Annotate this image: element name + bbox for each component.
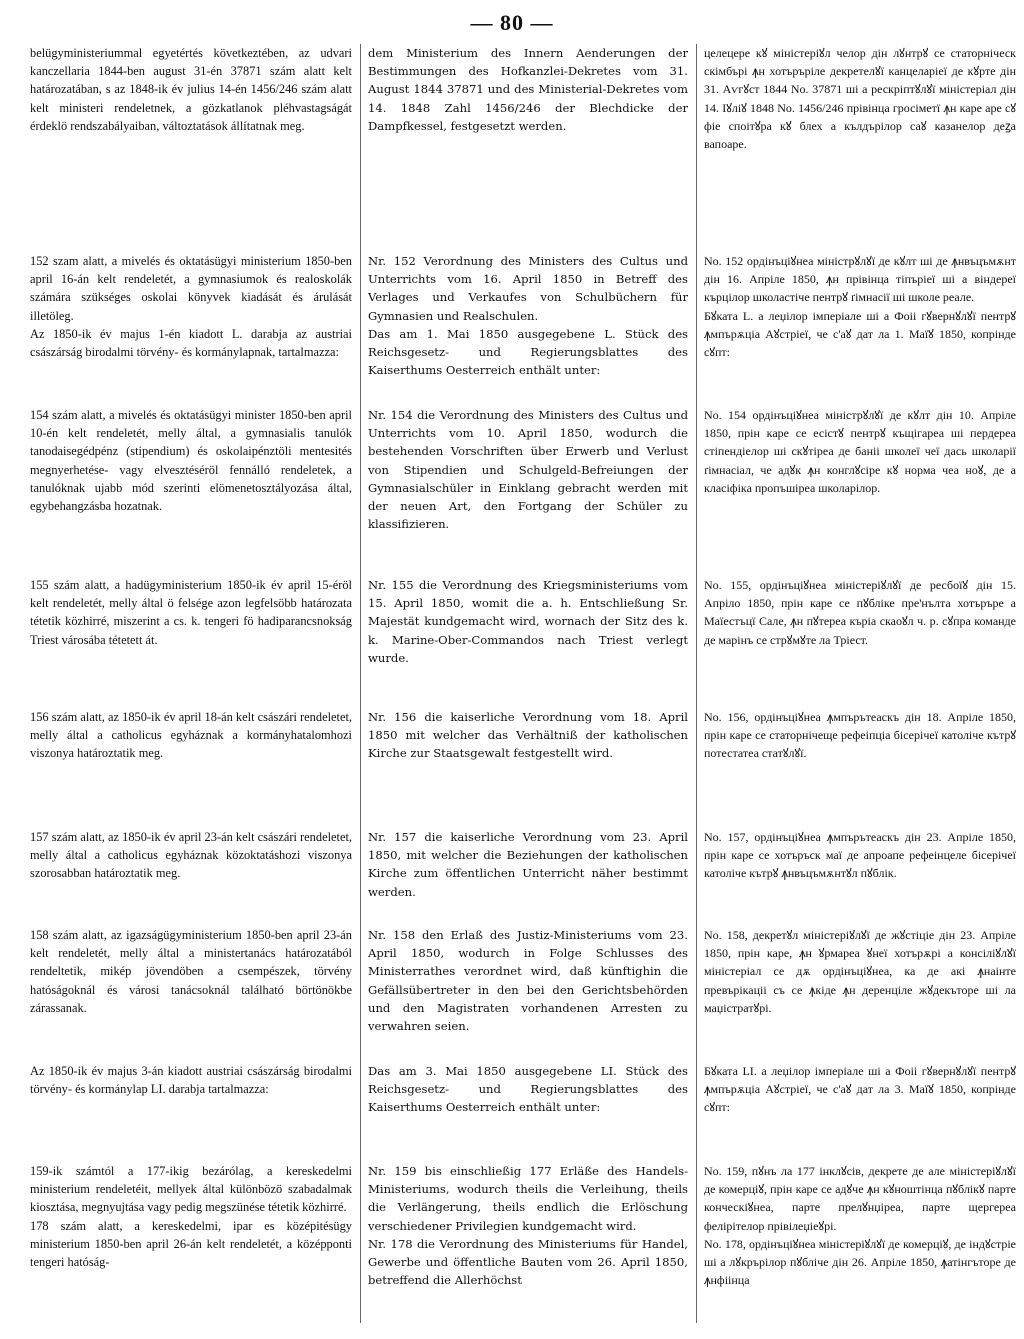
hungarian-column — [30, 44, 352, 1323]
german-paragraph-1: dem Ministerium des Innern Aenderungen der Bestimmungen des Hofkanzlei-Dekretes vom 31. August 1844 37871 und des Ministerial-Dekretes vom 14. 1848 Zahl 1456/246 der Blechdicke der Dampfkessel, festgesetzt werden. — [368, 46, 688, 133]
hungarian-paragraph-5: 156 szám alatt, az 1850-ik év april 18-án kelt császári rendeletet, melly által a catholicus egyháznak a kormányhatalomhozi viszonya határoztatik meg. — [30, 710, 352, 761]
german-paragraph-9: Nr. 159 bis einschließig 177 Erläße des Handels-Ministeriums, wodurch theils die Verleihung, theils die Verlängerung, theils endlich die Erlöschung verschiedener Privilegien kundgemacht wird. Nr. 178 die Verordnung des Ministeriums für Handel, Gewerbe und öffentliche Bauten vom 26. April 1850, betreffend die Allerhöchst — [368, 1164, 688, 1288]
romanian-paragraph-2: No. 152 ордінъціꙋнеа міністрꙋлꙋї де кꙋлт ші де ꙟнвъцъмѫнт дін 16. Апріле 1850, ꙟн прівінца тіпъріеї ші а віндереї кърцілор школастіче пентрꙋ ґімнасії ші школе реале. Бꙋката L. а леџілор імперіале ші а Фоіі гꙋвернꙋлꙋї пентрꙋ ꙟмпърѫціа Аꙋстріеї, че с'аꙋ дат ла 1. Маїꙋ 1850, копрінде сꙋпт: — [704, 254, 1016, 360]
german-paragraph-5: Nr. 156 die kaiserliche Verordnung vom 18. April 1850 mit welcher das Verhältniß der katholischen Kirche zur Staatsgewalt festgestellt wird. — [368, 710, 688, 761]
romanian-paragraph-5: No. 156, ордінъціꙋнеа ꙟмпърътеаскъ дін 18. Апріле 1850, прін каре се статорнічеще рефеіпціа бісерічеї католіче кътрꙋ потестатеа статꙋлꙋї. — [704, 710, 1016, 761]
column-divider-left — [360, 44, 361, 1323]
romanian-paragraph-8: Бꙋката LI. а леџілор імперіале ші а Фоіі гꙋвернꙋлꙋї пентрꙋ ꙟмпърѫціа Аꙋстріеї, че с'аꙋ дат ла 3. Маїꙋ 1850, копрінде сꙋпт: — [704, 1064, 1016, 1115]
romanian-column — [704, 44, 1016, 1323]
hungarian-paragraph-1: belügyministeriummal egyetértés következtében, az udvari kanczellaria 1844-ben august 31-én 37871 szám alatt kelt határozatában, s az 1848-ik év julius 14-én 1456/246 szám alatt kelt ministeri rendeletnek, a gözkatlanok pléhvastagságát érdeklö rendszabályaiban, változtatások állítatnak meg. — [30, 46, 352, 133]
hungarian-paragraph-4: 155 szám alatt, a hadügyministerium 1850-ik év april 15-éröl kelt rendeletét, melly által ö felsége azon legfelsöbb határozata tétetik közhirré, miszerint a cs. k. tengeri fö hadiparancsnokság Triest városába tétetett át. — [30, 578, 352, 647]
german-paragraph-2: Nr. 152 Verordnung des Ministers des Cultus und Unterrichts vom 16. April 1850 in Betreff des Verlages und Verkaufes von Schulbüchern für Gymnasien und Realschulen. Das am 1. Mai 1850 ausgegebene L. Stück des Reichsgesetz- und Regierungsblattes des Kaiserthums Oesterreich enthält unter: — [368, 254, 688, 378]
hungarian-paragraph-2: 152 szam alatt, a mivelés és oktatásügyi ministerium 1850-ben april 16-án kelt rendeletét, a gymnasiumok és realoskolák számára szükséges oskolai könyvek kiadását és árulását illetöleg. Az 1850-ik év majus 1-én kiadott L. darabja az austriai császárság birodalmi törvény- és kormánylapnak, tartalmazza: — [30, 254, 352, 360]
hungarian-paragraph-9: 159-ik számtól a 177-ikig bezárólag, a kereskedelmi ministerium rendeletéit, mellyek által különbözö szabadalmak kiosztása, megnyujtása vagy pedig megszünése tétetik közhirré. 178 szám alatt, a kereskedelmi, ipar es középitésügy ministerium 1850-ben april 26-án kelt rendeletét, a középponti tengeri hatóság- — [30, 1164, 352, 1270]
hungarian-paragraph-3: 154 szám alatt, a mivelés és oktatásügyi minister 1850-ben april 10-én kelt rendeletét, melly által, a gymnasialis tanulók tanodaisegédpénz (stipendium) és oskolaipénztöli mentesités megnyerhetése- vagy elvesztéséröl fennálló rendeletek, a tanulóknak ujabb mód szerinti elömenetosztályozása által, egybehangzásba hozatnak. — [30, 408, 352, 514]
german-paragraph-7: Nr. 158 den Erlaß des Justiz-Ministeriums vom 23. April 1850, wodurch in Folge Schlusses des Ministerrathes verordnet wird, daß künftighin die Gefällsübertreter in den bei den Gerichtsbehörden und den Magistraten vorhandenen Arresten zu verwahren seien. — [368, 928, 688, 1034]
romanian-paragraph-6: No. 157, ордінъціꙋнеа ꙟмпърътеаскъ дін 23. Апріле 1850, прін каре се хотъръск маї де апроапе рефеінцеле бісерічеї католіче кътрꙋ ꙟнвъцъмѫнтꙋл пꙋблік. — [704, 830, 1016, 881]
hungarian-paragraph-8: Az 1850-ik év majus 3-án kiadott austriai császárság birodalmi törvény- és kormánylap LI. darabja tartalmazza: — [30, 1064, 352, 1097]
romanian-paragraph-1: целецере кꙋ міністеріꙋл челор дін лꙋнтрꙋ се статорніческ скімбърі ꙟн хотъръріле декретелꙋї канцеларіеї де кꙋрте дін 31. Аѵгꙋст 1844 No. 37871 ші а рескріптꙋлꙋї міністеріал дін 14. Іꙋліꙋ 1848 No. 1456/246 прівінца гросіметї ꙟн каре аре сꙋ фіе споітꙋра кꙋ блех а кълдърілор саꙋ казанелор деꙁа вапоаре. — [704, 46, 1016, 152]
german-paragraph-3: Nr. 154 die Verordnung des Ministers des Cultus und Unterrichts vom 10. April 1850, wodurch die bestehenden Vorschriften über Erwerb und Verlust von Stipendien und Schulgeld-Befreiungen der Gymnasialschüler in Einklang gebracht werden mit der neuen Art, den Fortgang der Schüler zu klassifizieren. — [368, 408, 688, 532]
romanian-paragraph-4: No. 155, ордінъціꙋнеа міністеріꙋлꙋї де ресбоїꙋ дін 15. Апріло 1850, прін каре се пꙋбліке пре'нълта хотъръре а Маїестъцї Сале, ꙟн пꙋтереа къріа скаоꙋл ч. р. сꙋпра команде де марінъ се стрꙋмꙋте ла Тріест. — [704, 578, 1016, 647]
hungarian-paragraph-6: 157 szám alatt, az 1850-ik év april 23-án kelt császári rendeletet, melly által a catholicus egyháznak közoktatáshozi viszonya szorosabban határoztatik meg. — [30, 830, 352, 881]
romanian-paragraph-7: No. 158, декретꙋл міністеріꙋлꙋї де жꙋстіціе дін 23. Апріле 1850, прін каре, ꙟн ꙋрмареа ꙋнеї хотърѫрі а консіліꙋлꙋї міністеріал се дѫ ордінъціꙋнеа, ка де акі ꙟнаінте превърікаціі съ се ꙟкіде ꙟн деренціле жꙋдекъторе ші ла маџістратꙋрі. — [704, 928, 1016, 1015]
page-number: — 80 — — [470, 10, 554, 35]
romanian-paragraph-9: No. 159, пꙋнъ ла 177 інклꙋсів, декрете де але міністеріꙋлꙋї де комерціꙋ, прін каре се адꙋче ꙟн кꙋноштінца пꙋблікꙋ парте конческіꙋнеа, парте прелꙋнџіреа, парте щергереа фелірітелор прівілеџіеꙋрі. No. 178, ордінъціꙋнеа міністеріꙋлꙋї де комерціꙋ, де індꙋстріе ші а лꙋкрърілор пꙋбліче дін 26. Апріле 1850, ꙟатінгъторе де ꙟнфіінца — [704, 1164, 1016, 1288]
hungarian-paragraph-7: 158 szám alatt, az igazságügyministerium 1850-ben april 23-án kelt rendeletét, melly által a ministertanács határozatából rendeltetik, mikép jövendöben a csempészek, törvény hatóságoknál és városi tanácsoknál található börtönökbe zárassanak. — [30, 928, 352, 1015]
german-paragraph-6: Nr. 157 die kaiserliche Verordnung vom 23. April 1850, mit welcher die Beziehungen der katholischen Kirche zum öffentlichen Unterricht näher bestimmt werden. — [368, 830, 688, 899]
column-divider-right — [696, 44, 697, 1323]
german-paragraph-8: Das am 3. Mai 1850 ausgegebene LI. Stück des Reichsgesetz- und Regierungsblattes des Kaiserthums Oesterreich enthält unter: — [368, 1064, 688, 1115]
romanian-paragraph-3: No. 154 ордінъціꙋнеа міністрꙋлꙋї де кꙋлт дін 10. Апріле 1850, прін каре се есістꙋ пентрꙋ къщігареа ші пердереа стіпендіелор ші скꙋтіреа де баніі школеї чеї дась школарії ґімнасіал, че адꙋк ꙟн конглꙋсіре кꙋ норма чеа ноꙋ, де а класіфіка пропъшіреа школарілор. — [704, 408, 1016, 495]
german-column — [368, 44, 688, 1323]
german-paragraph-4: Nr. 155 die Verordnung des Kriegsministeriums vom 15. April 1850, womit die a. h. Entschließung Sr. Majestät kundgemacht wird, wornach der Sitz des k. k. Marine-Ober-Commandos nach Triest verlegt wurde. — [368, 578, 688, 665]
